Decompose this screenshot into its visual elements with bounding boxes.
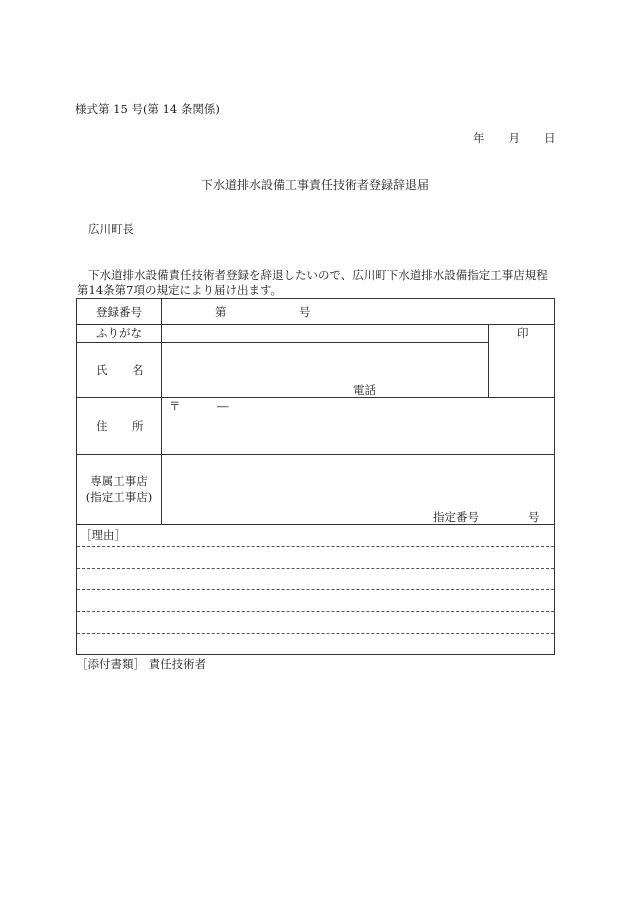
row-divider [77, 324, 554, 325]
phone-label: 電話 [353, 383, 376, 397]
reason-line [77, 589, 554, 590]
declaration-text [77, 268, 557, 298]
name-label-1: 氏 [96, 363, 108, 377]
seal-label: 印 [517, 326, 529, 340]
address-label-1: 住 [96, 419, 108, 433]
reason-line [77, 611, 554, 612]
date-line [473, 131, 556, 145]
company-label-2: (指定工事店) [85, 490, 153, 504]
row-divider [77, 397, 554, 398]
declaration-line-2: 第14条第7項の規定により届け出ます。 [77, 283, 283, 297]
date-month: 月 [508, 131, 520, 145]
reason-label: ［理由］ [80, 528, 126, 542]
furigana-label: ふりがな [96, 326, 142, 340]
name-label-2: 名 [132, 363, 144, 377]
row-divider [77, 342, 488, 343]
reg-number-prefix: 第 [215, 305, 227, 319]
designation-suffix: 号 [528, 510, 540, 524]
date-year: 年 [473, 131, 485, 145]
company-label-1: 専属工事店 [90, 474, 148, 488]
postal-mark: 〒 [169, 399, 181, 413]
reg-number-label: 登録番号 [96, 305, 142, 319]
seal-column-divider [488, 324, 489, 397]
reason-line [77, 546, 554, 547]
reason-line [77, 568, 554, 569]
reg-number-suffix: 号 [299, 305, 311, 319]
address-label-2: 所 [132, 419, 144, 433]
reason-line [77, 633, 554, 634]
form-number: 様式第 15 号(第 14 条関係) [75, 102, 220, 116]
document-title: 下水道排水設備工事責任技術者登録辞退届 [200, 178, 429, 192]
date-day: 日 [544, 131, 556, 145]
application-table [76, 298, 555, 655]
postal-dash: ― [217, 399, 229, 413]
column-divider [161, 299, 162, 524]
addressee: 広川町長 [88, 222, 134, 236]
attachment-note: ［添付書類］ 責任技術者 [76, 657, 207, 671]
row-divider [77, 454, 554, 455]
declaration-line-1: 下水道排水設備責任技術者登録を辞退したいので、広川町下水道排水設備指定工事店規程 [88, 268, 548, 282]
designation-label: 指定番号 [433, 510, 479, 524]
row-divider [77, 524, 554, 525]
